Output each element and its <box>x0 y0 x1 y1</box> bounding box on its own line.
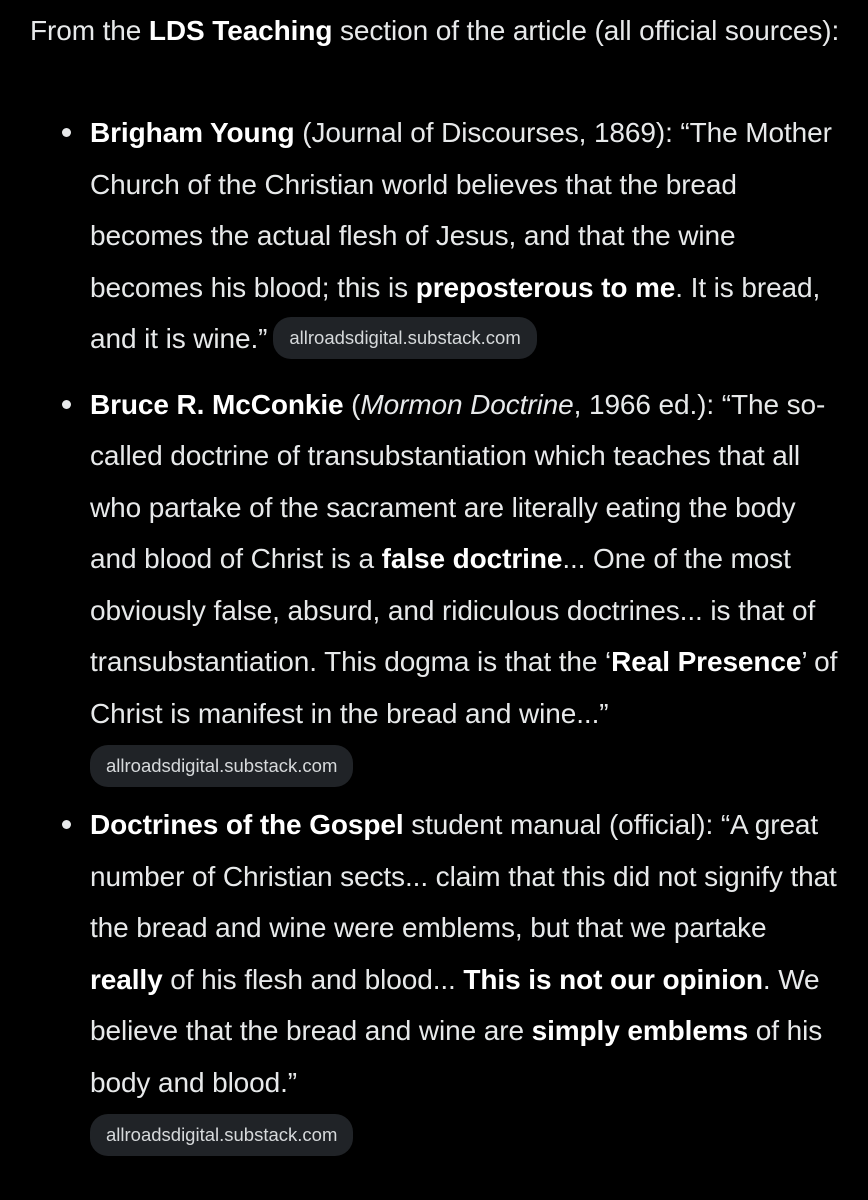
quote-text-middle: ... One of the most obviously false, absurd, and ridiculous doctrines... is that of transubstantiation. This dogma is that the ‘ <box>90 543 816 677</box>
quote-tail: of his body and blood.” <box>90 1015 823 1098</box>
chip-row <box>90 1108 844 1158</box>
source-chip[interactable]: allroadsdigital.substack.com <box>90 745 353 787</box>
intro-prefix: From the <box>30 15 149 46</box>
quote-emphasis: really <box>90 963 163 995</box>
list-item-doctrines-of-the-gospel <box>0 799 868 1158</box>
source-chip[interactable]: allroadsdigital.substack.com <box>90 1114 353 1156</box>
quote-author: Brigham Young <box>90 117 295 148</box>
quote-emphasis: false doctrine <box>381 543 563 574</box>
quote-source-open: ( <box>343 388 361 420</box>
chip-row <box>90 739 844 789</box>
quote-emphasis: preposterous to me <box>415 271 676 303</box>
quote-tail: ’ of Christ is manifest in the bread and wine...” <box>90 646 838 729</box>
intro-bold: LDS Teaching <box>148 15 333 46</box>
source-chip[interactable]: allroadsdigital.substack.com <box>273 317 536 359</box>
quote-author: Doctrines of the Gospel <box>90 809 404 840</box>
quote-text: , 1966 ed.): “The so-called doctrine of transubstantiation which teaches that all who partake of the sacrament are literally eating the body and blood of Christ is a <box>90 388 826 574</box>
quote-tail: . It is bread, and it is wine.” <box>90 271 821 354</box>
bullet-icon <box>62 400 71 409</box>
quote-emphasis: simply emblems <box>531 1015 749 1046</box>
bullet-icon <box>62 820 71 829</box>
quote-emphasis: This is not our opinion <box>463 963 763 995</box>
quote-source-title: Mormon Doctrine <box>360 388 574 420</box>
quote-emphasis: Real Presence <box>611 646 802 677</box>
intro-paragraph <box>30 5 850 57</box>
list-item-mcconkie <box>0 379 868 790</box>
quote-text: (Journal of Discourses, 1869): “The Mother Church of the Christian world believes that the bread becomes the actual flesh of Jesus, and that the wine becomes his blood; this is <box>90 117 832 303</box>
intro-suffix: section of the article (all official sources): <box>332 15 840 46</box>
quotes-list <box>0 107 868 1158</box>
quote-author: Bruce R. McConkie <box>90 388 344 420</box>
list-item-brigham-young <box>0 107 868 365</box>
quote-text-middle: of his flesh and blood... <box>162 963 464 995</box>
quote-text: student manual (official): “A great number of Christian sects... claim that this did not signify that the bread and wine were emblems, but that we partake <box>90 809 837 943</box>
quote-text-middle: . We believe that the bread and wine are <box>90 963 820 1046</box>
bullet-icon <box>62 128 71 137</box>
